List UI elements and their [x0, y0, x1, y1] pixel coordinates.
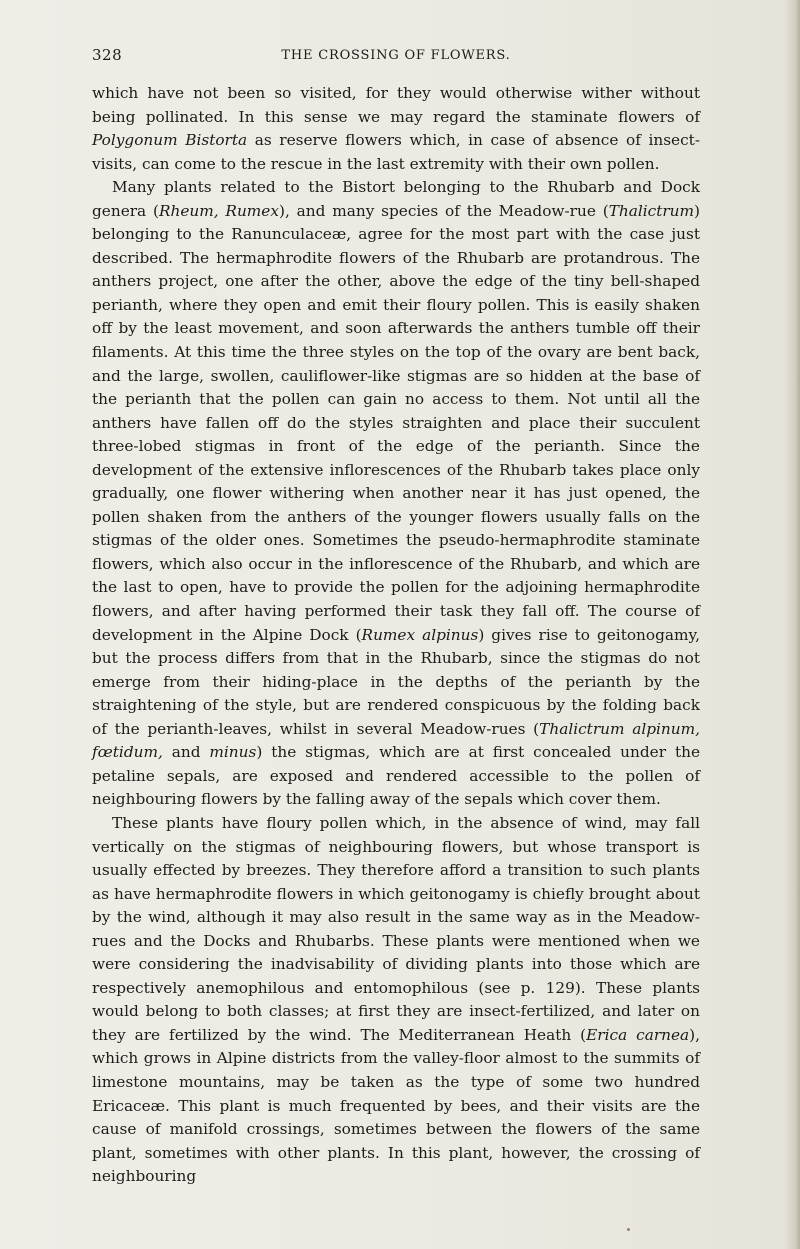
text-run: ) belonging to the Ranunculaceæ, agree for the most part with the case just described. The hermaphrodite flowers of the Rhubarb are protandrous. The anthers project, one after the other, above the edge of the tiny bell-shaped perianth, where they open and emit their floury pollen. This is easily shaken off by the least movement, and soon afterwards the anthers tumble off their filaments. At this time the three styles on the top of the ovary are bent back, and the large, swollen, cauliflower-like stigmas are so hidden at the base of the perianth that the pollen can gain no access to them. Not until all the anthers have fallen off do the styles straighten and place their succulent three-lobed stigmas in front of the edge of the perianth. Since the development of the extensive inflorescences of the Rhubarb takes place only gradually, one flower withering when another near it has just opened, the pollen shaken from the anthers of the younger flowers usually falls on the stigmas of the older ones. Sometimes the pseudo-hermaphrodite staminate flowers, which also occur in the inflorescence of the Rhubarb, and which are the last to open, have to provide the pollen for the adjoining hermaphrodite flowers, and after having performed their task they fall off. The course of development in the Alpine Dock (: [92, 201, 700, 644]
paragraph: [92, 812, 700, 1189]
text-run: which have not been so visited, for they would otherwise wither without being pollinated. In this sense we may regard the staminate flowers of: [92, 84, 700, 126]
text-run: ), and many species of the Meadow-rue (: [278, 201, 609, 220]
text-run: ) gives rise to geitonogamy, but the process differs from that in the Rhubarb, since the stigmas do not emerge from their hiding-place in the depths of the perianth by the straightening of the style, but are rendered conspicuous by the folding back of the perianth-leaves, whilst in several Meadow-rues (: [92, 625, 701, 738]
text-run: ) the stigmas, which are at first concealed under the petaline sepals, are exposed and rendered accessible to the pollen of neighbouring flowers by the falling away of the sepals which cover them.: [92, 743, 700, 809]
paragraph: [92, 82, 700, 176]
text-run: as reserve flowers which, in case of absence of insect-visits, can come to the rescue in the last extremity with their own pollen.: [92, 131, 700, 173]
page-edge-shadow: [784, 0, 800, 1249]
italic-text: Rumex alpinus: [361, 625, 479, 644]
italic-text: Polygonum Bistorta: [92, 131, 248, 150]
running-head: THE CROSSING OF FLOWERS.: [281, 48, 511, 63]
page-header: [92, 46, 700, 68]
italic-text: minus: [209, 743, 257, 762]
page-number: 328: [92, 46, 123, 64]
speck-mark: [627, 1228, 630, 1231]
paragraph: [92, 176, 700, 812]
italic-text: Erica carnea: [586, 1025, 690, 1044]
italic-text: Thalictrum: [608, 201, 695, 220]
italic-text: Rheum, Rumex: [158, 201, 279, 220]
italic-text: Thalictrum alpinum, fœtidum,: [92, 719, 700, 762]
text-run: and: [162, 743, 210, 762]
text-run: ), which grows in Alpine districts from the valley-floor almost to the summits of limestone mountains, may be taken as the type of some two hundred Ericaceæ. This plant is much frequented by bees, and their visits are the cause of manifold crossings, sometimes between the flowers of the same plant, sometimes with other plants. In this plant, however, the crossing of neighbouring: [92, 1025, 701, 1186]
body-text: [92, 82, 700, 1189]
text-run: Many plants related to the Bistort belonging to the Rhubarb and Dock genera (: [92, 178, 700, 220]
text-run: These plants have floury pollen which, in the absence of wind, may fall vertically on the stigmas of neighbouring flowers, but whose transport is usually effected by breezes. They therefore afford a transition to such plants as have hermaphrodite flowers in which geitonogamy is chiefly brought about by the wind, although it may also result in the same way as in the Meadow-rues and the Docks and Rhubarbs. These plants were mentioned when we were considering the inadvisability of dividing plants into those which are respectively anemophilous and entomophilous (see p. 129). These plants would belong to both classes; at first they are insect-fertilized, and later on they are fertilized by the wind. The Mediterranean Heath (: [92, 813, 700, 1044]
